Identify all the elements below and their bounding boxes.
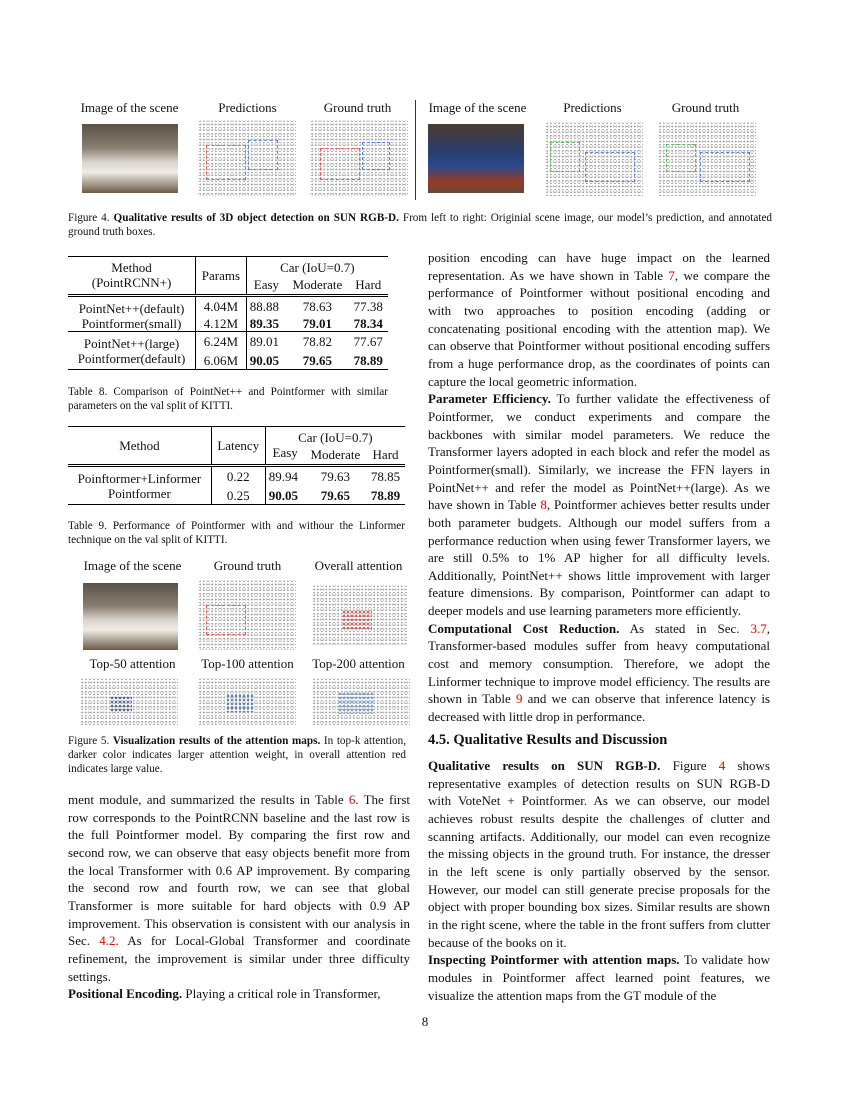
table-row — [68, 332, 388, 352]
text-run: Playing a critical role in Transformer, — [182, 986, 381, 1002]
table-row — [68, 351, 388, 370]
fig5-label: Top-200 attention — [312, 656, 405, 671]
cell-hard: 77.67 — [353, 334, 383, 349]
cell-params: 4.12M — [196, 316, 247, 332]
cell-hard: 78.89 — [370, 487, 401, 503]
paragraph — [428, 951, 770, 1004]
cross-reference-link[interactable]: 6 — [348, 792, 356, 807]
col-header: Params — [196, 257, 247, 296]
cell-easy: 88.88 — [249, 299, 279, 314]
right-column-text-2 — [428, 757, 770, 1004]
text-run: , Pointformer achieves better results under both parameter budgets. Although our model suffers from a performance reduction when using fewer Transformer layers, we are still 0.5% to 1% AP higher for all difficulty levels. Additionally, PointNet++ shows little improvement with larger feature dimensions. By comparison, Pointformer can adapt to deeper models and use learning parameters more efficiently. — [428, 497, 770, 619]
paragraph — [68, 985, 410, 1003]
paragraph — [428, 757, 770, 951]
cell-easy: 89.35 — [249, 316, 279, 331]
fig4-label: Image of the scene — [80, 100, 179, 115]
cross-reference-link[interactable]: 4.2 — [99, 933, 116, 949]
fig4-label: Ground truth — [323, 100, 392, 115]
figure-divider — [415, 100, 416, 200]
fig4-label: Ground truth — [671, 100, 740, 115]
col-header: Car (IoU=0.7) — [298, 430, 373, 445]
text-run: Figure — [660, 758, 719, 773]
cell-method: Pointformer(default) — [68, 351, 196, 370]
scene-image-bedroom — [82, 124, 178, 193]
text-run: and we can observe that inference latency is decreased with little drop in performance. — [428, 691, 770, 725]
prediction-pointcloud — [198, 120, 296, 196]
cell-method: Pointformer(small) — [68, 316, 196, 332]
groundtruth-pointcloud — [658, 122, 756, 196]
text-run: . As for Local-Global Transformer and coordinate refinement, the improvement is similar under three difficulty settings. — [68, 933, 410, 984]
cross-reference-link[interactable]: 9 — [515, 691, 523, 707]
text-run: As stated in Sec. — [619, 620, 751, 636]
paragraph — [68, 791, 410, 985]
groundtruth-pointcloud — [310, 120, 408, 196]
col-header: (PointRCNN+) — [68, 275, 196, 296]
paragraph-heading: Parameter Efficiency. — [428, 391, 551, 407]
cell-easy: 89.94 — [268, 469, 298, 484]
cell-moderate: 79.63 — [320, 469, 350, 484]
cell-moderate: 79.01 — [302, 316, 332, 331]
cell-easy: 90.05 — [249, 352, 279, 368]
col-header: Moderate — [292, 277, 343, 292]
text-run: To further validate the effectiveness of Pointformer, we conduct experiments and compare the backbones with similar model parameters. We reduce the Transformer layers adopted in each block and refer the model as Pointformer(small). Similarly, we increase the FFN layers in PointNet++ and refer the model as PointNet++(large). As we have shown in Table — [428, 391, 771, 513]
overall-attention-pointcloud — [312, 585, 407, 645]
table-row — [68, 466, 405, 487]
cross-reference-link[interactable]: 4 — [718, 758, 726, 773]
cell-params: 4.04M — [196, 296, 247, 317]
section-heading: 4.5. Qualitative Results and Discussion — [428, 732, 668, 748]
col-header: Hard — [372, 447, 399, 462]
top200-attention-pointcloud — [312, 678, 410, 726]
cell-method: PointNet++(default) — [68, 296, 196, 317]
cell-method: Poinftormer+Linformer — [68, 466, 211, 487]
fig5-label: Top-100 attention — [201, 656, 294, 671]
table-8 — [68, 256, 388, 370]
scene-image — [83, 583, 178, 650]
col-header: Method — [68, 427, 211, 466]
paragraph — [428, 249, 770, 390]
cell-params: 6.24M — [196, 332, 247, 352]
table-9-caption: Table 9. Performance of Pointformer with and withour the Linformer technique on the val split of KITTI. — [68, 520, 405, 546]
cross-reference-link[interactable]: 7 — [668, 267, 675, 283]
cell-hard: 78.34 — [353, 316, 383, 331]
text-run: , Transformer-based modules suffer from heavy computational cost and memory consumption. Therefore, we adopt the Linformer technique to improve model efficiency. The results are shown in Table — [428, 620, 770, 707]
text-run: . The first row corresponds to the PointRCNN baseline and the last row is the full Pointformer model. By comparing the first row and second row, we can observe that easy objects benefit more from the local Transformer with 0.6 AP improvement. By comparing the second row and fourth row, we can see that global Transformer is more suitable for hard objects with 0.9 AP improvement. This observation is consistent with our analysis in Sec. — [68, 792, 410, 949]
table-8-caption: Table 8. Comparison of PointNet++ and Pointformer with similar parameters on the val split of KITTI. — [68, 386, 388, 412]
fig4-label: Predictions — [563, 100, 622, 115]
cell-latency: 0.25 — [211, 486, 265, 505]
text-run: , we compare the performance of Pointformer without positional encoding and with two approaches to position encoding (adding or concatenating positional encoding with the attention map). We can observe that Pointformer without positional encoding suffers from a huge performance drop, as the coordinates of points can capture the local geometric information. — [428, 267, 770, 389]
col-header: Car (IoU=0.7) — [280, 260, 355, 275]
cell-easy: 90.05 — [268, 487, 298, 503]
table-row — [68, 316, 388, 332]
col-header: Hard — [355, 277, 382, 292]
table-row — [68, 296, 388, 317]
figure-5-caption — [68, 734, 406, 776]
cell-params: 6.06M — [196, 351, 247, 370]
caption-text: From left to right: Originial scene image, our model’s prediction, and annotated ground truth boxes. — [68, 212, 773, 238]
top100-attention-pointcloud — [198, 678, 296, 726]
cell-method: Pointformer — [68, 486, 211, 505]
cell-moderate: 78.63 — [302, 299, 332, 314]
col-header: Method — [68, 257, 196, 276]
prediction-pointcloud — [545, 122, 643, 196]
col-header: Easy — [253, 277, 280, 292]
cross-reference-link[interactable]: 3.7 — [750, 620, 767, 636]
paragraph — [428, 620, 770, 726]
paragraph — [428, 390, 770, 620]
caption-prefix: Figure 4. — [68, 212, 114, 224]
caption-text: In top-k attention, darker color indicates larger attention weight, in overall attention red indicates large value. — [68, 735, 406, 775]
cell-hard: 78.85 — [370, 469, 401, 484]
text-run: position encoding can have huge impact on the learned representation. As we have shown in Table — [428, 250, 770, 283]
paragraph-heading: Inspecting Pointformer with attention maps. — [428, 952, 680, 968]
cell-moderate: 79.65 — [320, 487, 350, 503]
figure-4-caption — [68, 211, 772, 239]
fig5-label: Image of the scene — [83, 558, 182, 573]
paragraph-heading: Qualitative results on SUN RGB-D. — [428, 758, 661, 773]
cell-method: PointNet++(large) — [68, 332, 196, 352]
paragraph-heading: Positional Encoding. — [68, 986, 183, 1002]
caption-bold: Visualization results of the attention maps. — [112, 735, 321, 747]
left-column-text — [68, 791, 410, 1003]
table-9 — [68, 426, 405, 505]
caption-bold: Qualitative results of 3D object detection on SUN RGB-D. — [113, 212, 399, 224]
col-header: Moderate — [310, 447, 361, 462]
fig5-label: Top-50 attention — [89, 656, 176, 671]
text-run: To validate how modules in Pointformer affect learned point features, we visualize the attention maps from the GT module of the — [428, 952, 770, 1003]
fig4-label: Predictions — [218, 100, 277, 115]
text-run: ment module, and summarized the results in Table — [68, 792, 349, 807]
top50-attention-pointcloud — [80, 678, 178, 726]
cell-easy: 89.01 — [249, 334, 279, 349]
cell-latency: 0.22 — [211, 466, 265, 487]
fig5-label: Overall attention — [314, 558, 403, 573]
text-run: shows representative examples of detection results on SUN RGB-D with VoteNet + Pointformer. As we can observe, our model achieves robust results despite the challenges of clutter and scanning artifacts. Additionally, our model can even recognize the missing objects in the ground truth. For instance, the dresser in the left scene is only partially observed by the sensor. However, our model can still generate precise proposals for the object with proper bounding box sizes. Similar results are shown in the right scene, where the table in the front suffers from clutter because of the books on it. — [428, 758, 770, 950]
cross-reference-link[interactable]: 8 — [540, 497, 547, 513]
fig5-label: Ground truth — [213, 558, 282, 573]
fig4-label: Image of the scene — [428, 100, 527, 115]
caption-prefix: Figure 5. — [68, 735, 113, 747]
cell-moderate: 78.82 — [302, 334, 332, 349]
page-number: 8 — [421, 1014, 429, 1029]
col-header: Easy — [272, 445, 298, 460]
cell-moderate: 79.65 — [302, 352, 332, 368]
cell-hard: 77.38 — [353, 299, 383, 314]
cell-hard: 78.89 — [353, 352, 383, 368]
right-column-text — [428, 249, 770, 726]
paragraph-heading: Computational Cost Reduction. — [428, 620, 620, 636]
col-header: Latency — [211, 427, 265, 466]
scene-image-living-room — [428, 124, 524, 193]
table-row — [68, 486, 405, 505]
groundtruth-pointcloud — [198, 580, 296, 650]
